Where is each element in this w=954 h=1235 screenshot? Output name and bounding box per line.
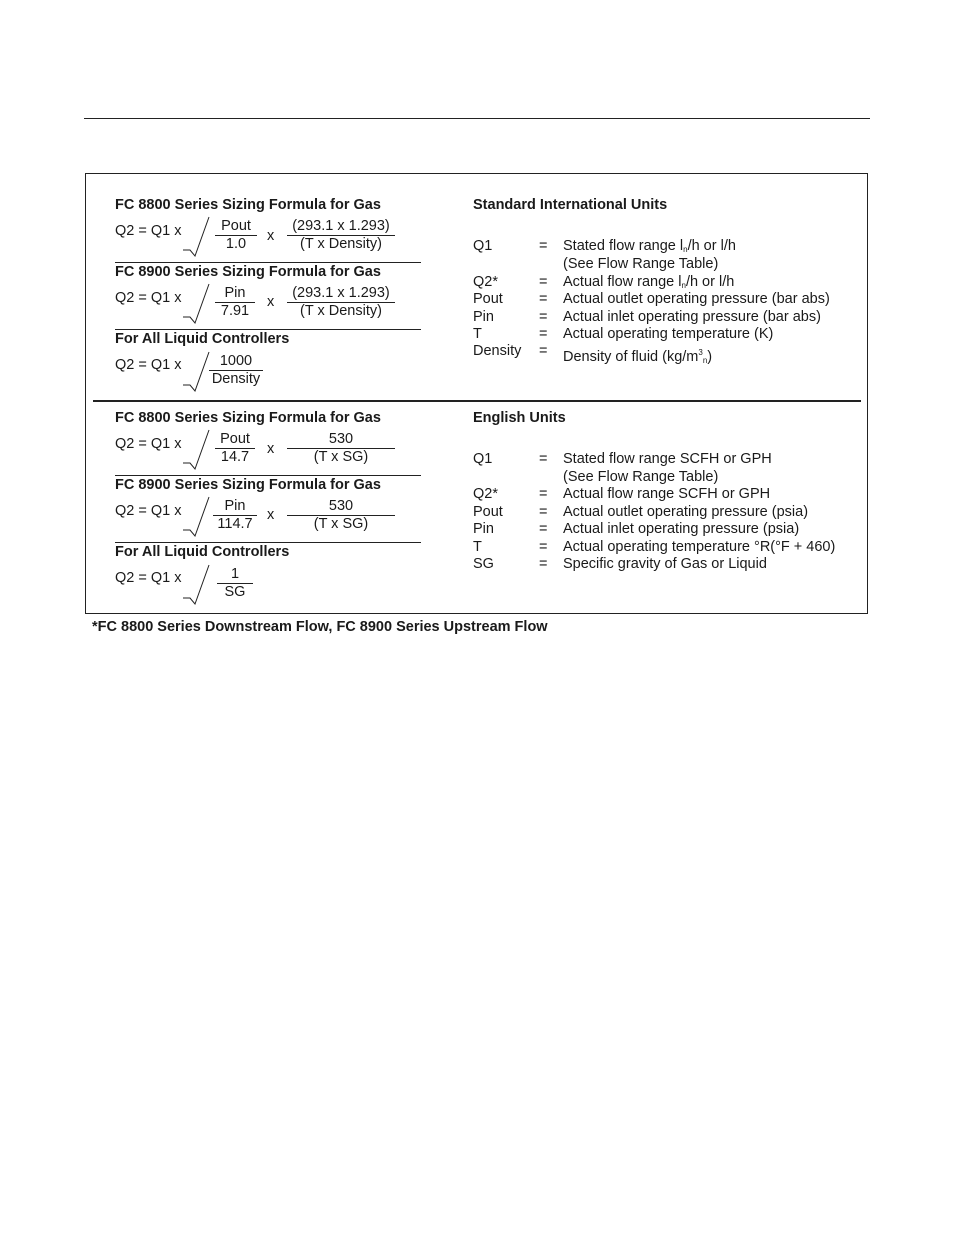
fraction-denominator: 1.0 [215, 235, 257, 253]
si-gas-8900-root-fraction [215, 285, 255, 320]
section-divider [115, 475, 421, 476]
units-divider [93, 400, 861, 402]
definition-text: Actual inlet operating pressure (bar abs) [563, 309, 821, 325]
equals-sign: = [539, 326, 548, 342]
definition-symbol: Pin [473, 309, 494, 325]
fraction-denominator: (T x SG) [287, 448, 395, 466]
si-units-title: Standard International Units [473, 197, 668, 213]
equals-sign: = [539, 343, 548, 359]
english-units-title: English Units [473, 410, 566, 426]
fraction-numerator: Pout [221, 218, 251, 234]
si-gas-8800-title: FC 8800 Series Sizing Formula for Gas [115, 197, 381, 213]
en-gas-8800-title: FC 8800 Series Sizing Formula for Gas [115, 410, 381, 426]
en-gas-8900-title: FC 8900 Series Sizing Formula for Gas [115, 477, 381, 493]
fraction-denominator: 7.91 [215, 302, 255, 320]
en-gas-8800-lhs: Q2 = Q1 x [115, 436, 182, 452]
definition-symbol: Q1 [473, 451, 493, 467]
square-root-icon [183, 216, 209, 258]
definition-symbol: T [473, 539, 482, 555]
definition-text [563, 344, 712, 370]
en-gas-8800-root-fraction [215, 431, 255, 466]
definition-text-part: Density of fluid (kg/m [563, 349, 699, 365]
definition-text: Actual outlet operating pressure (psia) [563, 504, 809, 520]
definition-text: Actual operating temperature °R(°F + 460) [563, 539, 836, 555]
subscript: n [683, 245, 688, 254]
si-gas-8900-fraction [287, 285, 395, 320]
square-root-icon [183, 351, 209, 393]
subscript: n [681, 281, 686, 290]
definition-text-part: ) [707, 349, 713, 365]
definition-symbol: SG [473, 556, 494, 572]
si-liquid-lhs: Q2 = Q1 x [115, 357, 182, 373]
en-gas-8800-fraction [287, 431, 395, 466]
equals-sign: = [539, 486, 548, 502]
definition-symbol: Pin [473, 521, 494, 537]
definition-text: (See Flow Range Table) [563, 469, 719, 485]
en-liquid-root-fraction [217, 566, 253, 601]
fraction-numerator: Pin [224, 498, 246, 514]
definition-text: Stated flow range SCFH or GPH [563, 451, 772, 467]
subscript: n [702, 356, 708, 365]
sizing-formula-table [85, 173, 868, 614]
multiply-sign: x [267, 507, 275, 523]
definition-text: (See Flow Range Table) [563, 256, 719, 272]
fraction-denominator: SG [217, 583, 253, 601]
square-root-icon [183, 496, 209, 538]
equals-sign: = [539, 451, 548, 467]
en-gas-8900-fraction [287, 498, 395, 533]
equals-sign: = [539, 274, 548, 290]
square-root-icon [183, 564, 209, 606]
fraction-denominator: (T x Density) [287, 235, 395, 253]
equals-sign: = [539, 556, 548, 572]
multiply-sign: x [267, 294, 275, 310]
definition-text: Actual outlet operating pressure (bar abs) [563, 291, 830, 307]
square-root-icon [183, 283, 209, 325]
definition-text-part: /h or l/h [687, 238, 736, 254]
definition-symbol: Q2* [473, 486, 498, 502]
fraction-denominator: (T x SG) [287, 515, 395, 533]
fraction-numerator: 1 [230, 566, 240, 582]
square-root-icon [183, 429, 209, 471]
definition-symbol: T [473, 326, 482, 342]
si-gas-8900-lhs: Q2 = Q1 x [115, 290, 182, 306]
definition-text: Actual flow range SCFH or GPH [563, 486, 771, 502]
en-gas-8900-lhs: Q2 = Q1 x [115, 503, 182, 519]
si-liquid-root-fraction [209, 353, 263, 388]
en-gas-8900-root-fraction [213, 498, 257, 533]
multiply-sign: x [267, 441, 275, 457]
fraction-numerator: (293.1 x 1.293) [292, 285, 390, 301]
header-rule [84, 118, 870, 119]
definition-text: Actual operating temperature (K) [563, 326, 774, 342]
en-liquid-lhs: Q2 = Q1 x [115, 570, 182, 586]
fraction-numerator: (293.1 x 1.293) [292, 218, 390, 234]
fraction-numerator: 1000 [219, 353, 253, 369]
definition-symbol: Q1 [473, 238, 493, 254]
definition-symbol: Pout [473, 504, 503, 520]
equals-sign: = [539, 504, 548, 520]
section-divider [115, 329, 421, 330]
equals-sign: = [539, 291, 548, 307]
definition-symbol: Pout [473, 291, 503, 307]
fraction-numerator: 530 [328, 431, 354, 447]
superscript: 3 [698, 348, 703, 357]
definition-text: Actual inlet operating pressure (psia) [563, 521, 800, 537]
fraction-numerator: Pin [224, 285, 246, 301]
fraction-denominator: 14.7 [215, 448, 255, 466]
fraction-denominator: 114.7 [213, 515, 257, 533]
definition-text-part: Actual flow range l [563, 274, 682, 290]
fraction-numerator: 530 [328, 498, 354, 514]
equals-sign: = [539, 238, 548, 254]
definition-symbol: Density [473, 343, 522, 359]
si-gas-8800-root-fraction [215, 218, 257, 253]
definition-text: Specific gravity of Gas or Liquid [563, 556, 767, 572]
si-gas-8800-lhs: Q2 = Q1 x [115, 223, 182, 239]
si-gas-8800-fraction [287, 218, 395, 253]
equals-sign: = [539, 309, 548, 325]
si-gas-8900-title: FC 8900 Series Sizing Formula for Gas [115, 264, 381, 280]
fraction-numerator: Pout [220, 431, 250, 447]
si-liquid-title: For All Liquid Controllers [115, 331, 290, 347]
equals-sign: = [539, 539, 548, 555]
definition-text-part: Stated flow range l [563, 238, 684, 254]
fraction-denominator: (T x Density) [287, 302, 395, 320]
multiply-sign: x [267, 228, 275, 244]
section-divider [115, 542, 421, 543]
fraction-denominator: Density [209, 370, 263, 388]
en-liquid-title: For All Liquid Controllers [115, 544, 290, 560]
section-divider [115, 262, 421, 263]
footnote: *FC 8800 Series Downstream Flow, FC 8900 Series Upstream Flow [92, 619, 548, 635]
definition-text-part: /h or l/h [685, 274, 735, 290]
definition-symbol: Q2* [473, 274, 498, 290]
equals-sign: = [539, 521, 548, 537]
